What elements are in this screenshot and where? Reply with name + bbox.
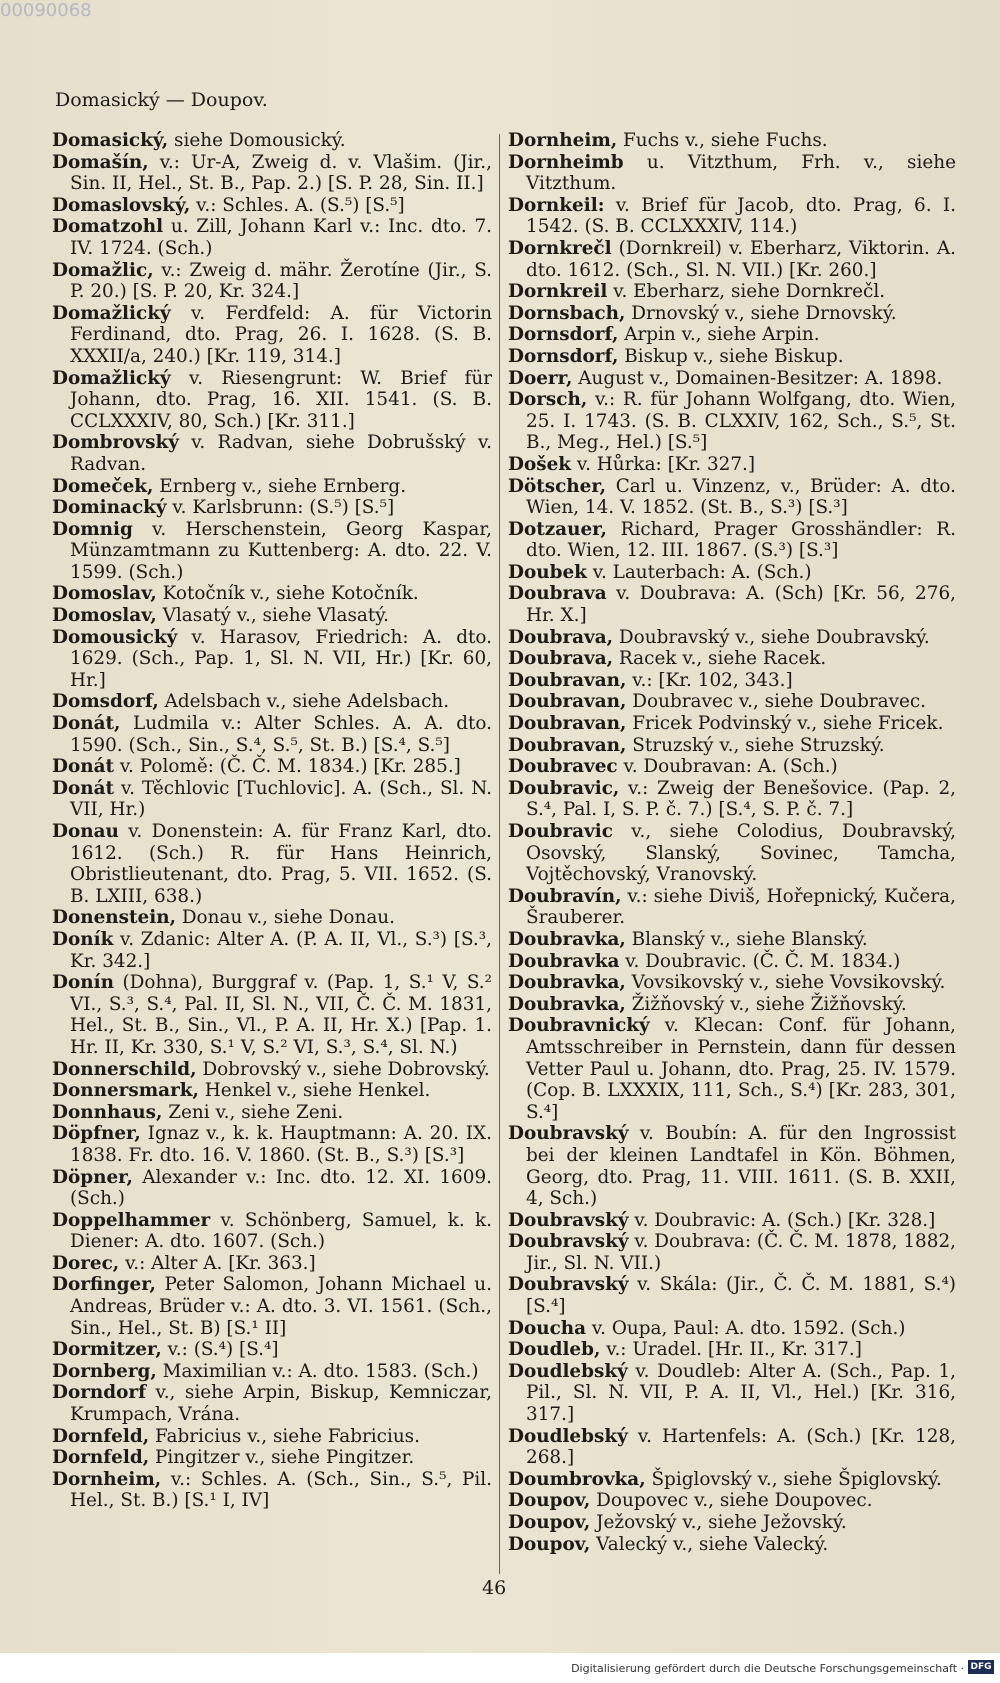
entry-headword: Doubravský: [508, 1123, 629, 1145]
entry-text: Ježovský v., siehe Ježovský.: [590, 1512, 847, 1533]
entry-headword: Doupov,: [508, 1490, 591, 1512]
entry: [52, 130, 492, 152]
entry-headword: Domašín,: [52, 151, 149, 173]
entry-headword: Donát: [52, 756, 114, 778]
entry-text: v.: Schles. A. (Sch., Sin., S.⁵, Pil. Hel., St. B.) [S.¹ I, IV]: [70, 1468, 492, 1512]
entry-text: Fabricius v., siehe Fabricius.: [149, 1425, 420, 1447]
entry-text: Biskup v., siehe Biskup.: [618, 345, 844, 367]
entry: [52, 1469, 492, 1512]
entry-text: v. Doubravic: A. (Sch.) [Kr. 328.]: [628, 1209, 936, 1231]
entry-headword: Doubravín,: [508, 885, 622, 907]
entry: [52, 303, 492, 368]
entry-text: (Dornkreil) v. Eberharz, Viktorin. A. dto. 1612. (Sch., Sl. N. VII.) [Kr. 260.]: [526, 237, 956, 281]
entry-text: v., siehe Colodius, Doubravský, Osovský, Slanský, Sovinec, Tamcha, Vojtěchovský, Vranovský.: [526, 821, 956, 886]
entry-headword: Dötscher,: [508, 475, 607, 497]
entry-headword: Dornheim,: [52, 1468, 162, 1490]
entry: [52, 778, 492, 821]
entry: [508, 130, 956, 152]
footer-text: Digitalisierung gefördert durch die Deutsche Forschungsgemeinschaft ·: [571, 1662, 964, 1675]
entry-headword: Donát: [52, 777, 114, 799]
entry-text: Špiglovský v., siehe Špiglovský.: [645, 1468, 942, 1490]
entry: [508, 1231, 956, 1274]
left-column: [52, 130, 492, 1512]
entry-text: v. Doubrava: A. (Sch) [Kr. 56, 276, Hr. X.]: [526, 583, 956, 627]
entry-text: Vlasatý v., siehe Vlasatý.: [156, 605, 390, 627]
entry: [52, 216, 492, 259]
entry-text: v. Klecan: Conf. für Johann, Amtsschreiber in Pernstein, dann für dessen Vetter Paul u. Johann, dto. Prag, 25. IV. 1579. (Cop. B. LXXXIX, 111, Sch., S.⁴) [Kr. 283, 301, S.⁴]: [526, 1015, 956, 1123]
entry-headword: Doubrava: [508, 583, 607, 605]
entry-headword: Domoslav,: [52, 583, 157, 605]
entry-text: Racek v., siehe Racek.: [613, 648, 827, 670]
entry-headword: Dorsch,: [508, 389, 588, 411]
entry-headword: Došek: [508, 453, 572, 475]
entry: [52, 497, 492, 519]
entry: [52, 152, 492, 195]
entry-text: v.: [Kr. 102, 343.]: [626, 669, 793, 691]
entry-text: Ignaz v., k. k. Hauptmann: A. 20. IX. 1838. Fr. dto. 16. V. 1860. (St. B., S.³) [S.³]: [70, 1123, 492, 1166]
entry-headword: Domasický,: [52, 130, 169, 151]
entry-text: v. Hartenfels: A. (Sch.) [Kr. 128, 268.]: [526, 1425, 956, 1469]
entry-text: Fricek Podvinský v., siehe Fricek.: [626, 713, 944, 735]
entry-text: Richard, Prager Grosshändler: R. dto. Wien, 12. III. 1867. (S.³) [S.³]: [526, 518, 956, 562]
entry-text: v. Radvan, siehe Dobrušský v. Radvan.: [70, 432, 492, 475]
entry: [52, 260, 492, 303]
entry-text: v. Doubravan: A. (Sch.): [617, 756, 838, 778]
entry-headword: Donnersmark,: [52, 1080, 199, 1102]
running-head: Domasický — Doupov.: [55, 89, 268, 111]
column-divider: [499, 134, 500, 1574]
entry-text: v. Boubín: A. für den Ingrossist bei der kleinen Landtafel in Kön. Böhmen, Georg, dto. Prag, 11. VIII. 1611. (S. B. XXII, 4, Sch.): [526, 1123, 956, 1210]
entry-text: Henkel v., siehe Henkel.: [198, 1080, 431, 1102]
entry-headword: Dornkrečl: [508, 237, 612, 259]
entry: [508, 368, 956, 390]
entry: [508, 238, 956, 281]
entry: [52, 519, 492, 584]
entry-headword: Domousický: [52, 626, 178, 648]
entry-text: v.: Uradel. [Hr. II., Kr. 317.]: [600, 1339, 862, 1361]
entry: [508, 583, 956, 626]
entry-text: Zeni v., siehe Zeni.: [162, 1101, 344, 1123]
entry-text: Doubravec v., siehe Doubravec.: [626, 691, 927, 713]
entry-headword: Domnig: [52, 518, 133, 540]
entry: [52, 476, 492, 498]
entry-text: Ludmila v.: Alter Schles. A. A. dto. 1590. (Sch., Sin., S.⁴, S.⁵, St. B.) [S.⁴, S.⁵]: [70, 713, 492, 756]
entry: [508, 1274, 956, 1317]
entry-headword: Dotzauer,: [508, 518, 607, 540]
entry-headword: Dorfinger,: [52, 1274, 156, 1296]
entry-headword: Doubravka: [508, 950, 620, 972]
entry: [52, 1210, 492, 1253]
entry: [508, 303, 956, 325]
entry: [52, 929, 492, 972]
entry: [508, 691, 956, 713]
entry-headword: Domatzohl: [52, 216, 164, 238]
entry-text: Peter Salomon, Johann Michael u. Andreas, Brüder v.: A. dto. 3. VI. 1561. (Sch., Sin., Hel., St. B) [S.¹ II]: [70, 1274, 492, 1339]
entry-headword: Dombrovský: [52, 432, 179, 454]
entry-text: v. Donenstein: A. für Franz Karl, dto. 1612. (Sch.) R. für Hans Heinrich, Obristlieutenant, dto. Prag, 5. VII. 1652. (S. B. LXIII, 638.): [70, 821, 492, 907]
entry: [52, 756, 492, 778]
entry-headword: Döpner,: [52, 1166, 133, 1188]
entry: [508, 713, 956, 735]
entry-text: (Dohna), Burggraf v. (Pap. 1, S.¹ V, S.² VI., S.³, S.⁴, Pal. II, Sl. N., VII, Č. Č. M. 1831, Hel., St. B., Sin., Vl., P. A. II, Hr. X.) [Pap. 1. Hr. II, Kr. 330, S.¹ V, S.² VI, S.³, S.⁴, Sl. N.): [70, 972, 492, 1058]
entry-text: August v., Domainen-Besitzer: A. 1898.: [572, 367, 943, 389]
entry-headword: Donau: [52, 821, 119, 842]
entry: [508, 994, 956, 1016]
entry-headword: Dorndorf: [52, 1382, 147, 1404]
entry-text: v. Hůrka: [Kr. 327.]: [571, 453, 756, 475]
entry-headword: Doubravan,: [508, 669, 627, 691]
entry: [508, 389, 956, 454]
entry-headword: Dorec,: [52, 1252, 120, 1274]
entry-text: Carl u. Vinzenz, v., Brüder: A. dto. Wien, 14. V. 1852. (St. B., S.³) [S.³]: [526, 475, 956, 519]
entry-text: Dobrovský v., siehe Dobrovský.: [196, 1058, 490, 1080]
entry-headword: Donnhaus,: [52, 1101, 163, 1123]
entry-headword: Domažlický: [52, 302, 171, 324]
entry-headword: Dornberg,: [52, 1360, 157, 1382]
entry: [508, 1361, 956, 1426]
footer-bar: [0, 1653, 1000, 1683]
entry-headword: Doucha: [508, 1317, 587, 1339]
entry: [508, 648, 956, 670]
entry: [508, 1339, 956, 1361]
entry-text: Fuchs v., siehe Fuchs.: [617, 130, 828, 151]
entry: [508, 929, 956, 951]
entry-headword: Doubravan,: [508, 734, 627, 756]
entry-headword: Doubravka,: [508, 928, 626, 950]
entry: [52, 1167, 492, 1210]
entry: [508, 1534, 956, 1556]
entry: [508, 519, 956, 562]
entry-headword: Doubravic,: [508, 777, 620, 799]
entry-text: Donau v., siehe Donau.: [175, 907, 395, 929]
entry: [52, 605, 492, 627]
entry: [508, 951, 956, 973]
entry-headword: Domeček,: [52, 475, 154, 497]
entry-headword: Doubrava,: [508, 626, 614, 648]
entry-headword: Doubek: [508, 561, 587, 583]
entry-text: v. Těchlovic [Tuchlovic]. A. (Sch., Sl. N. VII, Hr.): [70, 777, 492, 821]
entry-text: v. Polomě: (Č. Č. M. 1834.) [Kr. 285.]: [114, 756, 461, 778]
right-column: [508, 130, 956, 1555]
dfg-logo: DFG: [968, 1660, 994, 1674]
entry-text: v. Harasov, Friedrich: A. dto. 1629. (Sch., Pap. 1, Sl. N. VII, Hr.) [Kr. 60, Hr.]: [70, 626, 492, 691]
entry: [52, 1080, 492, 1102]
entry-text: Pingitzer v., siehe Pingitzer.: [149, 1447, 415, 1469]
entry: [508, 756, 956, 778]
entry-text: v.: Ur-A, Zweig d. v. Vlašim. (Jir., Sin. II, Hel., St. B., Pap. 2.) [S. P. 28, Sin. II.]: [70, 151, 492, 195]
entry-headword: Doerr,: [508, 367, 573, 389]
entry: [52, 1123, 492, 1166]
entry-text: v. Riesengrunt: W. Brief für Johann, dto. Prag, 16. XII. 1541. (S. B. CCLXXXIV, 80, Sch.) [Kr. 311.]: [70, 367, 492, 432]
entry-text: v. Schönberg, Samuel, k. k. Diener: A. dto. 1607. (Sch.): [70, 1209, 492, 1253]
entry-headword: Doubravský: [508, 1209, 629, 1231]
entry-headword: Domoslav,: [52, 605, 157, 627]
entry: [508, 1015, 956, 1123]
entry-text: Ernberg v., siehe Ernberg.: [153, 475, 407, 497]
entry-headword: Domaslovský,: [52, 194, 191, 216]
entry-text: Doubravský v., siehe Doubravský.: [613, 626, 930, 648]
entry-headword: Doupov,: [508, 1512, 591, 1533]
entry: [508, 324, 956, 346]
entry: [508, 670, 956, 692]
entry: [508, 1490, 956, 1512]
entry: [508, 152, 956, 195]
entry-text: v.: Zweig d. mähr. Žerotíne (Jir., S. P. 20.) [S. P. 20, Kr. 324.]: [70, 259, 492, 303]
entry-text: u. Vitzthum, Frh. v., siehe Vitzthum.: [526, 151, 956, 195]
entry-text: Arpin v., siehe Arpin.: [618, 324, 820, 346]
entry-headword: Doubravec: [508, 756, 618, 778]
entry-headword: Doudlebský: [508, 1425, 628, 1447]
entry: [52, 195, 492, 217]
entry-headword: Doník: [52, 928, 114, 950]
entry: [508, 454, 956, 476]
entry: [52, 432, 492, 475]
entry-headword: Doumbrovka,: [508, 1468, 646, 1490]
entry-text: Kotočník v., siehe Kotočník.: [156, 583, 419, 605]
entry: [52, 1339, 492, 1361]
entry-headword: Doubravan,: [508, 713, 627, 735]
page-number: 46: [482, 1577, 507, 1599]
entry-text: v.: siehe Diviš, Hořepnický, Kučera, Šrauberer.: [526, 885, 956, 929]
entry-headword: Doubravka,: [508, 972, 626, 994]
entry: [52, 972, 492, 1058]
entry-headword: Dominacký: [52, 497, 167, 519]
entry: [508, 627, 956, 649]
entry-headword: Doubravic: [508, 821, 613, 842]
entry-text: v.: Zweig der Benešovice. (Pap. 2, S.⁴, Pal. I, S. P. č. 7.) [S.⁴, S. P. č. 7.]: [526, 777, 956, 821]
entry-headword: Dornfeld,: [52, 1447, 150, 1469]
entry: [52, 907, 492, 929]
entry-headword: Doubravnický: [508, 1015, 650, 1037]
scan-id: 00090068: [0, 0, 92, 21]
entry: [52, 627, 492, 692]
entry-headword: Dornheim,: [508, 130, 618, 151]
entry-headword: Donnerschild,: [52, 1058, 197, 1080]
entry: [52, 1361, 492, 1383]
entry-text: v. Herschenstein, Georg Kaspar, Münzamtmann zu Kuttenberg: A. dto. 22. V. 1599. (Sch.): [70, 518, 492, 583]
entry: [508, 972, 956, 994]
entry-text: v.: (S.⁴) [S.⁴]: [161, 1339, 279, 1361]
entry-headword: Domažlic,: [52, 259, 154, 281]
entry-text: Doupovec v., siehe Doupovec.: [590, 1490, 873, 1512]
entry-text: Alexander v.: Inc. dto. 12. XI. 1609. (Sch.): [70, 1166, 492, 1210]
entry-text: Blanský v., siehe Blanský.: [625, 928, 868, 950]
entry-headword: Doupov,: [508, 1533, 591, 1555]
entry-text: v., siehe Arpin, Biskup, Kemniczar, Krumpach, Vrána.: [70, 1382, 492, 1426]
entry-headword: Doudleb,: [508, 1339, 601, 1361]
entry-headword: Dornsdorf,: [508, 324, 619, 346]
entry-text: v. Zdanic: Alter A. (P. A. II, Vl., S.³) [S.³, Kr. 342.]: [70, 928, 492, 972]
entry-headword: Doubravský: [508, 1231, 629, 1253]
entry-headword: Dornheimb: [508, 151, 624, 173]
entry: [508, 281, 956, 303]
entry-headword: Dornkreil: [508, 281, 608, 303]
entry: [508, 821, 956, 886]
entry-text: v. Karlsbrunn: (S.⁵) [S.⁵]: [166, 497, 395, 519]
entry-text: v. Oupa, Paul: A. dto. 1592. (Sch.): [586, 1317, 906, 1339]
entry-text: Maximilian v.: A. dto. 1583. (Sch.): [156, 1360, 479, 1382]
entry-headword: Dornsbach,: [508, 302, 626, 324]
entry-text: v. Lauterbach: A. (Sch.): [586, 561, 812, 583]
entry: [52, 821, 492, 907]
entry-headword: Domažlický: [52, 367, 171, 389]
entry-text: v. Eberharz, siehe Dornkrečl.: [607, 281, 886, 303]
entry-headword: Döpfner,: [52, 1123, 141, 1145]
entry: [508, 346, 956, 368]
entry-headword: Dornkeil:: [508, 194, 605, 216]
entry: [52, 1382, 492, 1425]
entry-text: v. Ferdfeld: A. für Victorin Ferdinand, dto. Prag, 26. I. 1628. (S. B. XXXII/a, 240.) [Kr. 119, 314.]: [70, 302, 492, 367]
entry: [52, 1274, 492, 1339]
entry: [508, 735, 956, 757]
entry: [52, 368, 492, 433]
entry-text: v. Doubravic. (Č. Č. M. 1834.): [619, 950, 901, 972]
entry-headword: Doubrava,: [508, 648, 614, 670]
entry-text: v.: Schles. A. (S.⁵) [S.⁵]: [190, 194, 405, 216]
entry-headword: Doubravan,: [508, 691, 627, 713]
entry-headword: Dornfeld,: [52, 1425, 150, 1447]
entry-headword: Donenstein,: [52, 907, 176, 929]
entry-text: siehe Domousický.: [168, 130, 346, 151]
entry: [52, 1447, 492, 1469]
entry-headword: Doudlebský: [508, 1360, 628, 1382]
entry-headword: Dornsdorf,: [508, 345, 619, 367]
entry-text: v. Doudleb: Alter A. (Sch., Pap. 1, Pil., Sl. N. VII, P. A. II, Vl., Hel.) [Kr. 316, 317.]: [526, 1360, 956, 1426]
entry-headword: Dormitzer,: [52, 1339, 162, 1361]
entry-headword: Donát,: [52, 713, 121, 735]
entry: [52, 1059, 492, 1081]
entry-text: u. Zill, Johann Karl v.: Inc. dto. 7. IV. 1724. (Sch.): [70, 216, 492, 259]
entry: [508, 1318, 956, 1340]
entry-text: Žižňovský v., siehe Žižňovský.: [625, 993, 907, 1015]
entry-text: Adelsbach v., siehe Adelsbach.: [158, 691, 450, 713]
entry: [508, 1123, 956, 1209]
entry: [508, 1469, 956, 1491]
entry: [508, 476, 956, 519]
entry-text: Drnovský v., siehe Drnovský.: [625, 302, 897, 324]
entry-headword: Doubravka,: [508, 993, 626, 1015]
entry-text: Valecký v., siehe Valecký.: [590, 1533, 829, 1555]
entry: [52, 713, 492, 756]
entry: [508, 562, 956, 584]
entry: [52, 691, 492, 713]
entry-headword: Doppelhammer: [52, 1209, 211, 1231]
entry: [508, 778, 956, 821]
entry: [508, 1426, 956, 1469]
entry: [508, 1210, 956, 1232]
entry-text: Struzský v., siehe Struzský.: [626, 734, 885, 756]
entry-headword: Doubravský: [508, 1274, 629, 1296]
entry-text: v. Brief für Jacob, dto. Prag, 6. I. 1542. (S. B. CCLXXXIV, 114.): [526, 194, 956, 238]
entry: [52, 1253, 492, 1275]
entry-text: v. Skála: (Jir., Č. Č. M. 1881, S.⁴) [S.⁴]: [526, 1274, 956, 1318]
entry: [508, 195, 956, 238]
entry-headword: Domsdorf,: [52, 691, 159, 713]
entry-text: v.: Alter A. [Kr. 363.]: [119, 1252, 316, 1274]
entry: [52, 583, 492, 605]
entry: [508, 886, 956, 929]
entry: [52, 1426, 492, 1448]
entry-headword: Donín: [52, 972, 114, 994]
entry: [52, 1102, 492, 1124]
entry-text: v. Doubrava: (Č. Č. M. 1878, 1882, Jir., Sl. N. VII.): [526, 1231, 956, 1274]
entry-text: Vovsikovský v., siehe Vovsikovský.: [625, 972, 946, 994]
entry-text: v.: R. für Johann Wolfgang, dto. Wien, 25. I. 1743. (S. B. CLXXIV, 162, Sch., S.⁵, St. B., Meg., Hel.) [S.⁵]: [526, 389, 956, 454]
entry: [508, 1512, 956, 1534]
